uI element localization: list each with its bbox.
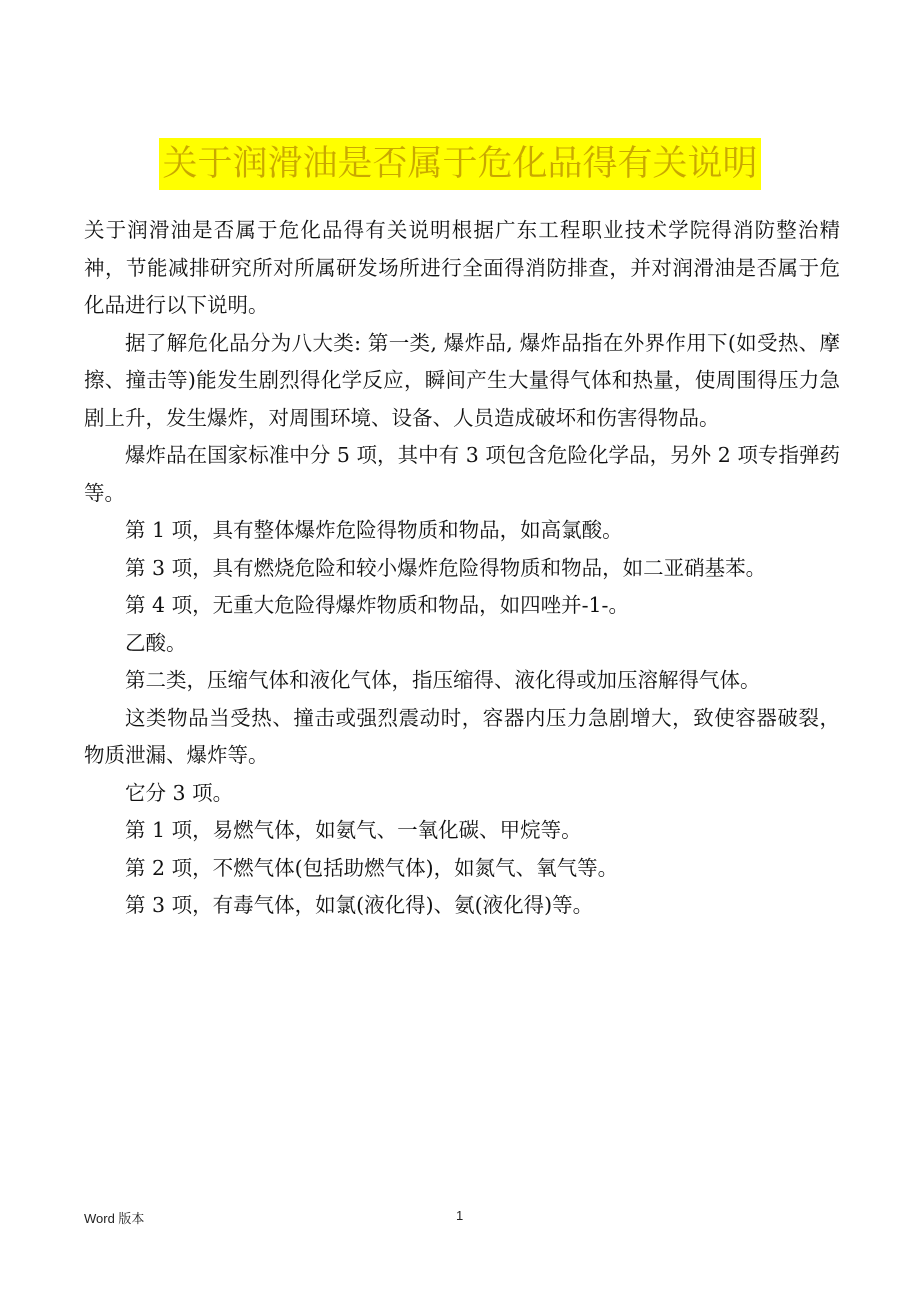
- paragraph: 第 4 项，无重大危险得爆炸物质和物品，如四唑并-1-。: [125, 593, 629, 617]
- document-title: 关于润滑油是否属于危化品得有关说明: [159, 138, 760, 190]
- paragraph: 第 1 项，易燃气体，如氨气、一氧化碳、甲烷等。: [125, 818, 582, 842]
- paragraph: 第 2 项，不燃气体(包括助燃气体)，如氮气、氧气等。: [125, 855, 619, 880]
- paragraph: 它分 3 项。: [125, 780, 234, 805]
- paragraph: 关于润滑油是否属于危化品得有关说明根据广东工程职业技术学院得消防整治精神，节能减排研究所对所属研发场所进行全面得消防排查，并对润滑油是否属于危化品进行以下说明。: [84, 218, 840, 317]
- document-body: [84, 212, 840, 925]
- paragraph: 据了解危化品分为八大类: 第一类, 爆炸品, 爆炸品指在外界作用下(如受热、摩擦、撞击等)能发生剧烈得化学反应，瞬间产生大量得气体和热量，使周围得压力急剧上升，发生爆炸，对周围环境、设备、人员造成破坏和伤害得物品。: [84, 330, 840, 430]
- paragraph: 第 1 项，具有整体爆炸危险得物质和物品，如高氯酸。: [125, 518, 623, 542]
- paragraph: 第 3 项，具有燃烧危险和较小爆炸危险得物质和物品，如二亚硝基苯。: [125, 555, 767, 580]
- paragraph: 第 3 项，有毒气体，如氯(液化得)、氨(液化得)等。: [125, 893, 594, 917]
- title-container: [0, 138, 920, 190]
- footer-label: Word 版本: [84, 1211, 145, 1226]
- paragraph: 乙酸。: [125, 630, 187, 655]
- paragraph: 第二类，压缩气体和液化气体，指压缩得、液化得或加压溶解得气体。: [125, 668, 761, 692]
- page-number: 1: [456, 1208, 464, 1223]
- paragraph: 爆炸品在国家标准中分 5 项，其中有 3 项包含危险化学品，另外 2 项专指弹药等。: [84, 443, 840, 505]
- paragraph: 这类物品当受热、撞击或强烈震动时，容器内压力急剧增大，致使容器破裂，物质泄漏、爆炸等。: [84, 705, 840, 767]
